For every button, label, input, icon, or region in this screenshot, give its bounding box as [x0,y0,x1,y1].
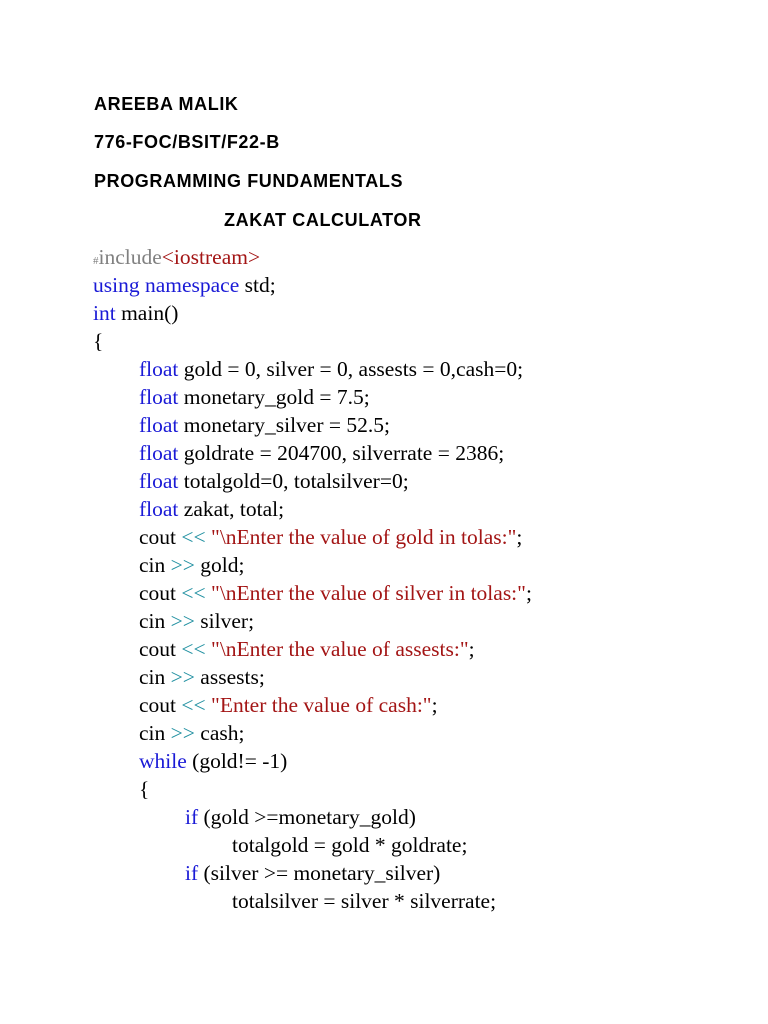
code-line [93,775,532,803]
code-token: { [139,777,150,801]
code-token: float [139,413,179,437]
code-line [93,579,532,607]
code-token: cout [139,693,182,717]
code-token: << [181,581,206,605]
code-token: include [98,245,162,269]
code-token: totalgold = gold * goldrate; [232,833,468,857]
code-token: cin [139,609,171,633]
code-token: "\nEnter the value of gold in tolas:" [211,525,517,549]
code-token: gold; [194,553,245,577]
code-token: <iostream> [161,245,261,269]
document-title: ZAKAT CALCULATOR [224,210,422,230]
code-token: >> [170,609,195,633]
code-token: monetary_gold = 7.5; [178,385,370,409]
code-token: float [139,497,179,521]
code-token: (gold!= -1) [186,749,288,773]
code-token: "\nEnter the value of silver in tolas:" [211,581,526,605]
code-line [93,551,532,579]
code-token: using [93,273,140,297]
code-token: cout [139,525,182,549]
code-token: "\nEnter the value of assests:" [211,637,469,661]
code-line [93,271,532,299]
code-token: while [139,749,187,773]
code-line [93,299,532,327]
code-token: cin [139,665,171,689]
code-line [93,383,532,411]
code-line [93,439,532,467]
code-token: << [181,525,206,549]
code-token: zakat, total; [178,497,285,521]
code-token: cout [139,581,182,605]
code-line [93,355,532,383]
code-token: >> [170,721,195,745]
code-token: ; [431,693,438,717]
code-line [93,747,532,775]
code-token: "Enter the value of cash:" [211,693,432,717]
code-token: cash; [194,721,245,745]
course-title: PROGRAMMING FUNDAMENTALS [94,171,404,191]
code-token: cin [139,553,171,577]
code-token: std; [239,273,276,297]
code-token: (gold >=monetary_gold) [198,805,416,829]
code-line [93,635,532,663]
code-token: gold = 0, silver = 0, assests = 0,cash=0; [178,357,524,381]
code-token: ; [516,525,523,549]
code-line [93,523,532,551]
code-line [93,859,532,887]
code-token: if [185,805,199,829]
code-line [93,831,532,859]
code-line [93,467,532,495]
code-line [93,243,532,271]
code-token: << [181,693,206,717]
code-listing [93,243,532,915]
code-line [93,411,532,439]
code-token: >> [170,553,195,577]
code-token: >> [170,665,195,689]
code-token: assests; [194,665,265,689]
code-token: << [181,637,206,661]
code-line [93,719,532,747]
code-token: (silver >= monetary_silver) [198,861,441,885]
code-token: cout [139,637,182,661]
author-name: AREEBA MALIK [94,94,239,114]
code-line [93,691,532,719]
code-token: float [139,441,179,465]
code-line [93,327,532,355]
code-token: float [139,385,179,409]
code-token: ; [468,637,475,661]
code-token: float [139,357,179,381]
code-token: totalgold=0, totalsilver=0; [178,469,409,493]
code-token: ; [525,581,532,605]
code-token: monetary_silver = 52.5; [178,413,390,437]
code-token: # [93,255,99,267]
code-token: goldrate = 204700, silverrate = 2386; [178,441,505,465]
code-line [93,607,532,635]
code-line [93,495,532,523]
code-line [93,887,532,915]
code-token: { [93,329,104,353]
roll-number: 776-FOC/BSIT/F22-B [94,132,280,152]
code-token: cin [139,721,171,745]
code-token: if [185,861,199,885]
code-token: main() [115,301,179,325]
code-token: totalsilver = silver * silverrate; [232,889,497,913]
code-token: silver; [194,609,255,633]
code-line [93,803,532,831]
code-token: int [93,301,116,325]
code-token: float [139,469,179,493]
code-line [93,663,532,691]
code-token: namespace [144,273,240,297]
